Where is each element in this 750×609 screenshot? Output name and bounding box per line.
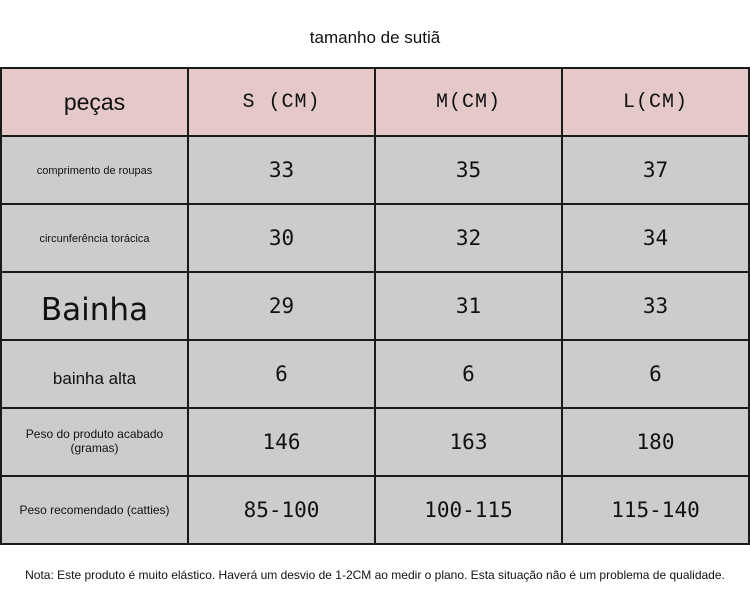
value-cell	[562, 204, 749, 272]
value-cell	[188, 204, 375, 272]
value-text: 163	[449, 430, 488, 454]
value-text: 6	[275, 362, 288, 386]
header-cell-size-m	[375, 68, 562, 136]
row-label: bainha alta	[52, 369, 137, 388]
value-text: 6	[649, 362, 662, 386]
value-text: 37	[642, 158, 669, 182]
header-cell-size-l	[562, 68, 749, 136]
size-table	[0, 67, 750, 545]
value-cell	[375, 476, 562, 544]
value-cell	[188, 340, 375, 408]
value-cell	[375, 204, 562, 272]
value-cell	[562, 340, 749, 408]
value-cell	[375, 340, 562, 408]
value-cell	[562, 408, 749, 476]
value-text: 31	[455, 294, 482, 318]
value-text: 30	[268, 226, 295, 250]
header-cell-size-s	[188, 68, 375, 136]
value-text: 115-140	[611, 498, 700, 522]
value-text: 33	[268, 158, 295, 182]
value-cell	[188, 136, 375, 204]
value-text: 29	[268, 294, 295, 318]
value-text: 180	[636, 430, 675, 454]
table-row	[1, 204, 749, 272]
row-label: Peso recomendado (catties)	[19, 503, 170, 517]
row-label-cell	[1, 204, 188, 272]
row-label-cell	[1, 408, 188, 476]
table-row	[1, 340, 749, 408]
value-text: 33	[642, 294, 669, 318]
row-label-cell	[1, 272, 188, 340]
table-row	[1, 136, 749, 204]
value-cell	[188, 476, 375, 544]
table-row	[1, 476, 749, 544]
value-text: 146	[262, 430, 301, 454]
row-label: Bainha	[40, 292, 149, 328]
value-text: 6	[462, 362, 475, 386]
value-text: 35	[455, 158, 482, 182]
row-label: comprimento de roupas	[36, 165, 153, 177]
table-header-row	[1, 68, 749, 136]
value-cell	[188, 272, 375, 340]
row-label-cell	[1, 340, 188, 408]
quality-note: Nota: Este produto é muito elástico. Haverá um desvio de 1-2CM ao medir o plano. Esta situação não é um problema de qualidade.	[25, 568, 725, 582]
header-size-m: M(CM)	[435, 90, 501, 114]
value-text: 85-100	[243, 498, 320, 522]
value-text: 32	[455, 226, 482, 250]
header-size-s: S (CM)	[242, 90, 321, 114]
row-label-cell	[1, 476, 188, 544]
value-cell	[375, 272, 562, 340]
value-cell	[562, 476, 749, 544]
row-label: Peso do produto acabado (gramas)	[25, 427, 164, 455]
header-cell-label	[1, 68, 188, 136]
value-cell	[375, 408, 562, 476]
row-label: circunferência torácica	[39, 233, 150, 245]
header-size-l: L(CM)	[622, 90, 688, 114]
row-label-cell	[1, 136, 188, 204]
value-cell	[188, 408, 375, 476]
value-text: 100-115	[424, 498, 513, 522]
chart-title: tamanho de sutiã	[309, 28, 441, 47]
value-cell	[562, 272, 749, 340]
value-cell	[562, 136, 749, 204]
value-text: 34	[642, 226, 669, 250]
table-row	[1, 272, 749, 340]
value-cell	[375, 136, 562, 204]
table-row	[1, 408, 749, 476]
header-label-text: peças	[63, 88, 126, 115]
